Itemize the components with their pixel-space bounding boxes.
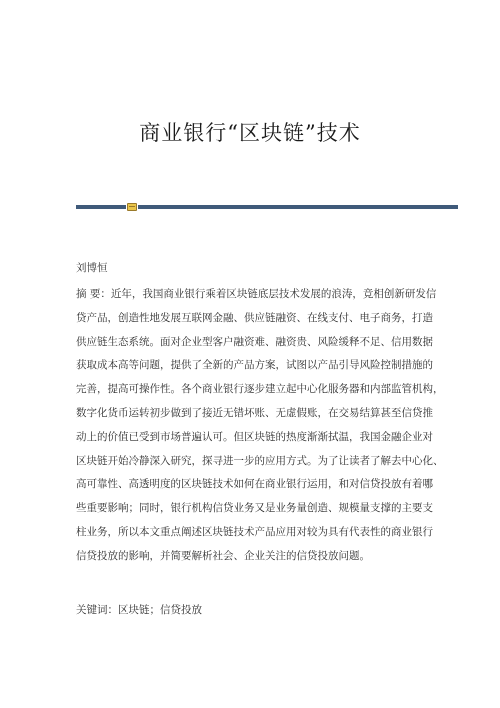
abstract-line: 柱业务，所以本文重点阐述区块链技术产品应用对较为具有代表性的商业银行 <box>76 525 433 538</box>
abstract-line: 完善，提高可操作性。各个商业银行逐步建立起中心化服务器和内部监管机构， <box>76 383 444 396</box>
divider-line-left <box>76 205 126 209</box>
abstract-line: 获取成本高等问题，提供了全新的产品方案，试图以产品引导风险控制措施的 <box>76 359 433 372</box>
abstract-paragraph <box>76 283 444 569</box>
page-title: 商业银行“区块链”技术 <box>139 121 361 145</box>
abstract-line: 数字化货币运转初步做到了接近无错坏账、无虚假账，在交易结算甚至信贷推 <box>76 406 433 419</box>
abstract-line: 贷产品，创造性地发展互联网金融、供应链融资、在线支付、电子商务，打造 <box>76 311 433 324</box>
author-name: 刘博恒 <box>76 262 108 274</box>
abstract-line: 动上的价值已受到市场普遍认可。但区块链的热度渐渐拭温，我国金融企业对 <box>76 430 433 443</box>
abstract-line: 摘 要：近年，我国商业银行乘着区块链底层技术发展的浪涛，竞相创新研发信 <box>76 288 437 300</box>
document-badge-icon <box>127 203 137 211</box>
abstract-line: 高可靠性、高透明度的区块链技术如何在商业银行运用，和对信贷投放有着哪 <box>76 478 433 491</box>
title-divider <box>76 203 458 210</box>
abstract-line: 信贷投放的影响，并简要解析社会、企业关注的信贷投放问题。 <box>76 549 370 562</box>
abstract-line: 区块链开始冷静深入研究，探寻进一步的应用方式。为了让读者了解去中心化、 <box>76 454 444 467</box>
keywords-line: 关键词：区块链；信贷投放 <box>76 604 202 616</box>
abstract-line: 些重要影响；同时，银行机构信贷业务又是业务量创造、规模量支撑的主要支 <box>76 502 433 515</box>
divider-line-right <box>138 205 458 209</box>
abstract-line: 供应链生态系统。面对企业型客户融资难、融资贵、风险缓释不足、信用数据 <box>76 335 433 348</box>
